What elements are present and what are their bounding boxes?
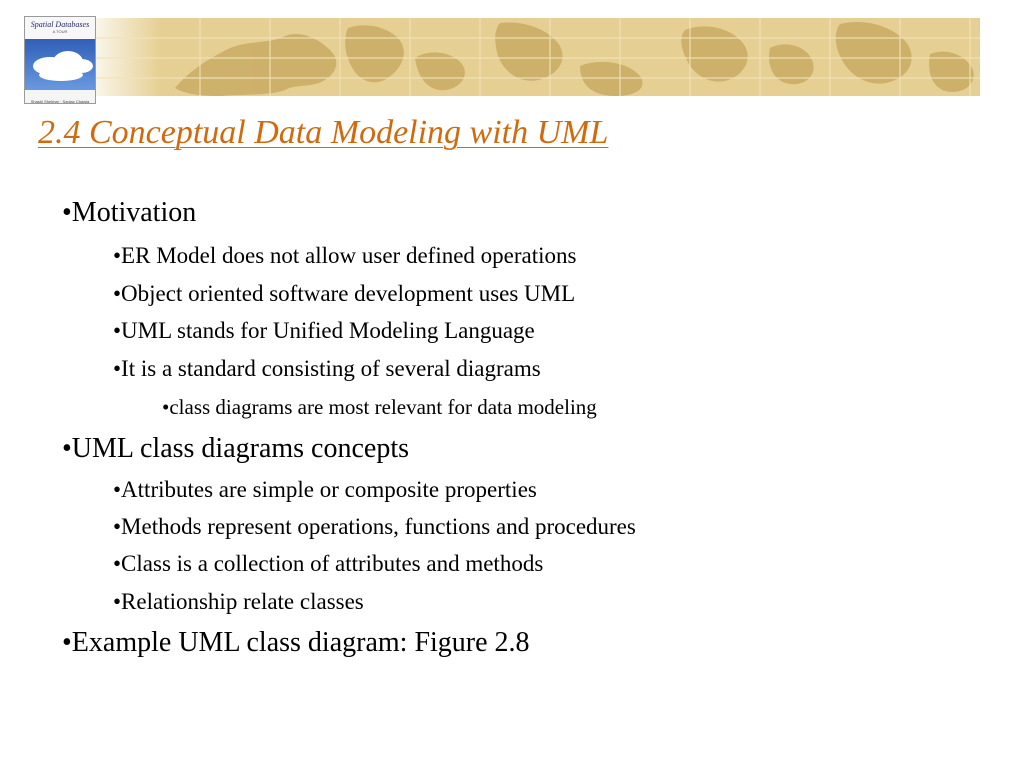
bullet-item: •Class is a collection of attributes and methods (113, 551, 544, 576)
bullet-item: •UML stands for Unified Modeling Language (113, 318, 535, 343)
world-map-graphic (80, 18, 980, 96)
slide-title: 2.4 Conceptual Data Modeling with UML (38, 114, 609, 151)
bullet-item: •Example UML class diagram: Figure 2.8 (62, 627, 530, 658)
book-cover-sky (25, 39, 95, 91)
bullet-item: •Methods represent operations, functions and procedures (113, 514, 636, 539)
bullet-item: •Attributes are simple or composite properties (113, 477, 537, 502)
bullet-item: •It is a standard consisting of several diagrams (113, 356, 541, 381)
bullet-item: •UML class diagrams concepts (62, 433, 410, 464)
book-title: Spatial Databases (30, 20, 90, 29)
bullet-item: •Motivation (62, 197, 197, 228)
bullet-item: •Relationship relate classes (113, 589, 364, 614)
bullet-item: •Object oriented software development uses UML (113, 281, 576, 306)
book-cover-footer (25, 90, 95, 103)
book-edition: A TOUR (52, 29, 68, 34)
book-authors: Shashi Shekhar · Sanjay Chawla (30, 99, 90, 104)
cloud-shape (39, 69, 83, 81)
world-map-banner (80, 18, 980, 96)
bullet-item: •ER Model does not allow user defined operations (113, 243, 577, 268)
book-cover-image (24, 16, 96, 104)
bullet-item: •class diagrams are most relevant for data modeling (162, 395, 597, 419)
book-cover-header (25, 17, 95, 39)
